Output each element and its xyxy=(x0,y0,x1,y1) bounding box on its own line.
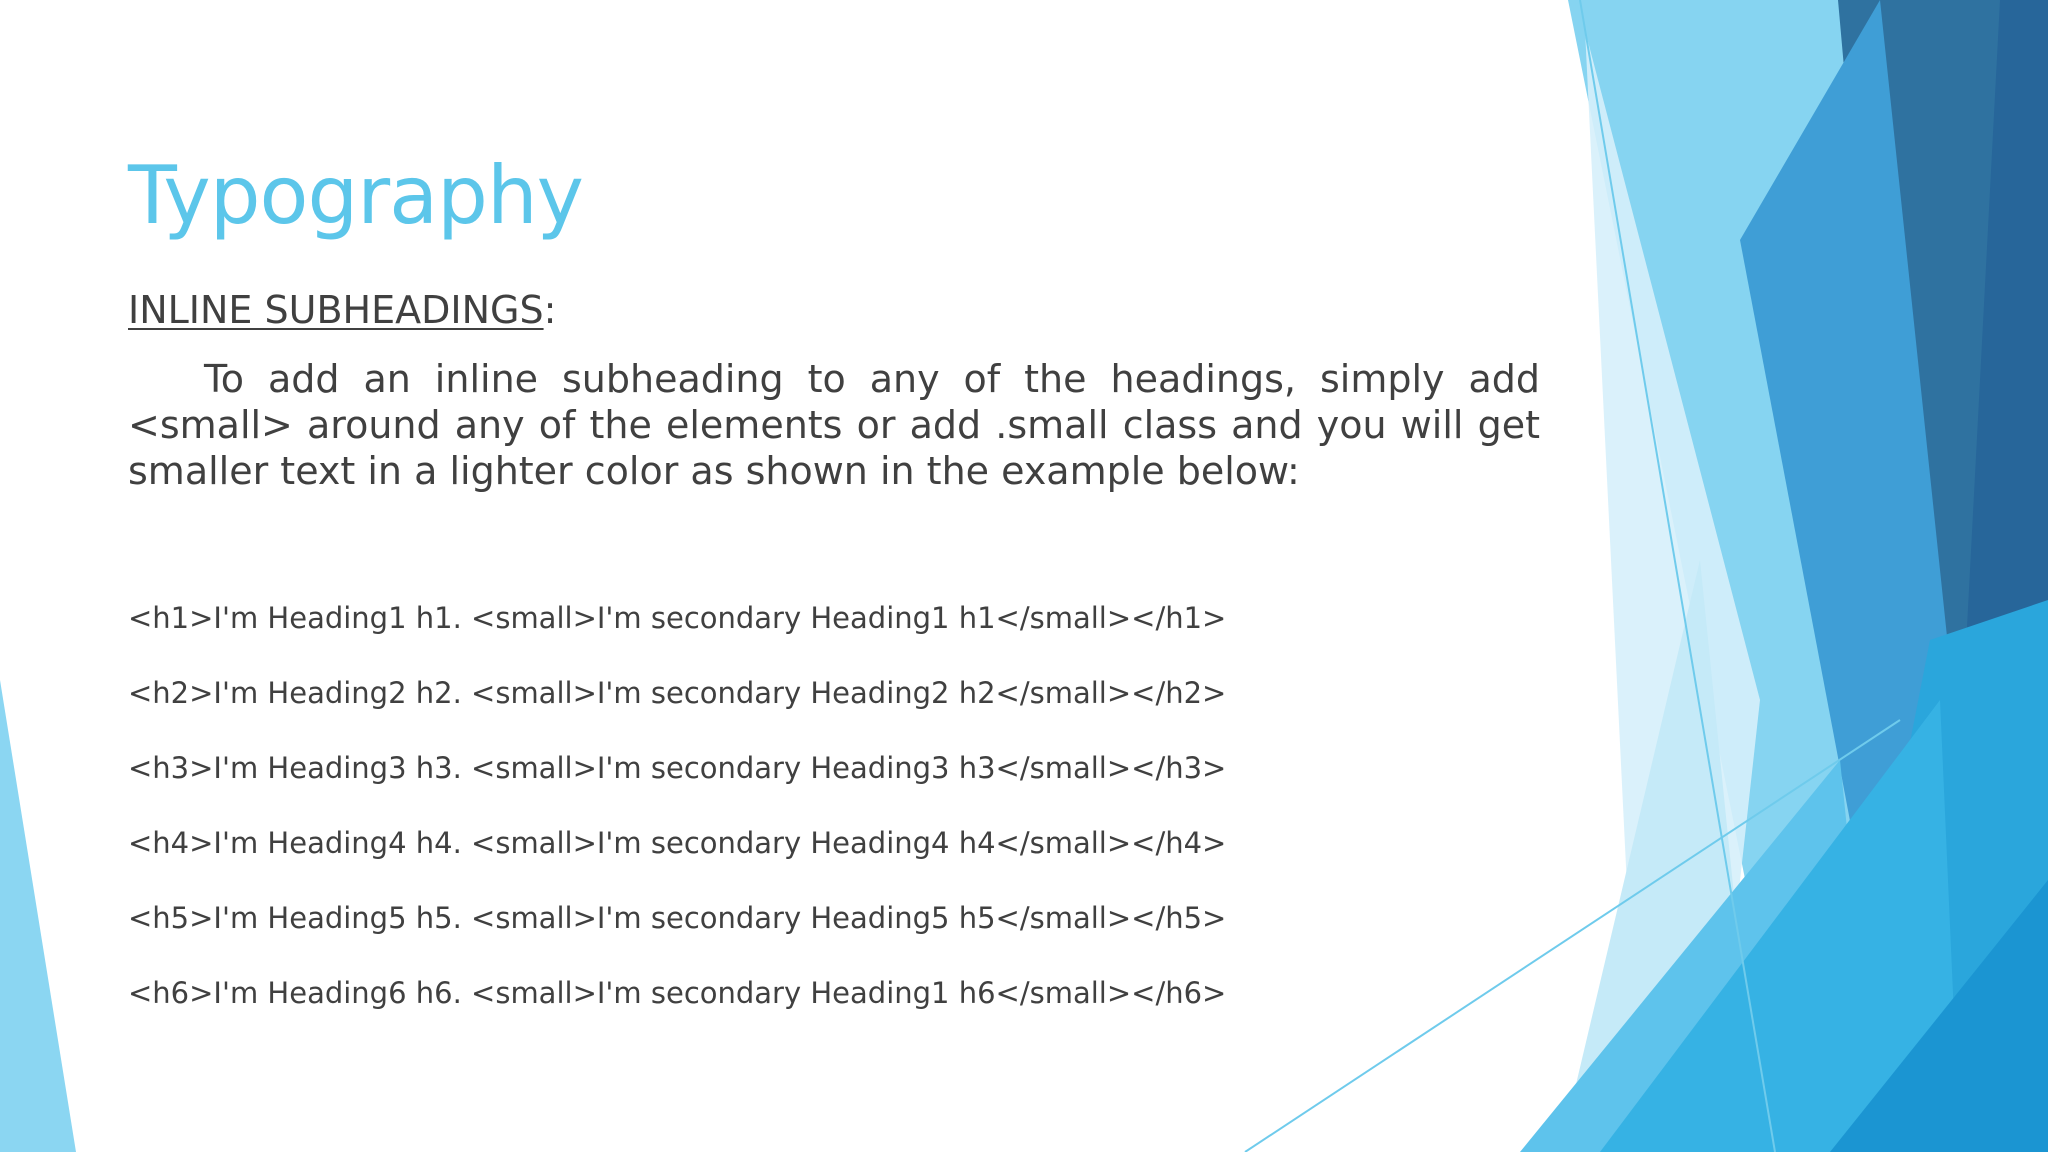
subheading-colon: : xyxy=(543,288,557,332)
section-subheading xyxy=(128,287,556,333)
code-line-h1: <h1>I'm Heading1 h1. <small>I'm secondary Heading1 h1</small></h1> xyxy=(128,601,1227,635)
code-line-h2: <h2>I'm Heading2 h2. <small>I'm secondary Heading2 h2</small></h2> xyxy=(128,676,1227,710)
code-example-list xyxy=(128,598,1226,1048)
body-paragraph: To add an inline subheading to any of the headings, simply add <small> around any of the elements or add .small class and you will get smaller text in a lighter color as shown in the example below: xyxy=(128,357,1540,493)
subheading-label: INLINE SUBHEADINGS xyxy=(128,288,544,332)
slide-title: Typography xyxy=(128,149,583,242)
code-line-h4: <h4>I'm Heading4 h4. <small>I'm secondary Heading4 h4</small></h4> xyxy=(128,826,1227,860)
code-line-h3: <h3>I'm Heading3 h3. <small>I'm secondary Heading3 h3</small></h3> xyxy=(128,751,1227,785)
code-line-h5: <h5>I'm Heading5 h5. <small>I'm secondary Heading5 h5</small></h5> xyxy=(128,901,1227,935)
facet-left-sliver xyxy=(0,680,76,1152)
code-line-h6: <h6>I'm Heading6 h6. <small>I'm secondary Heading1 h6</small></h6> xyxy=(128,976,1227,1010)
